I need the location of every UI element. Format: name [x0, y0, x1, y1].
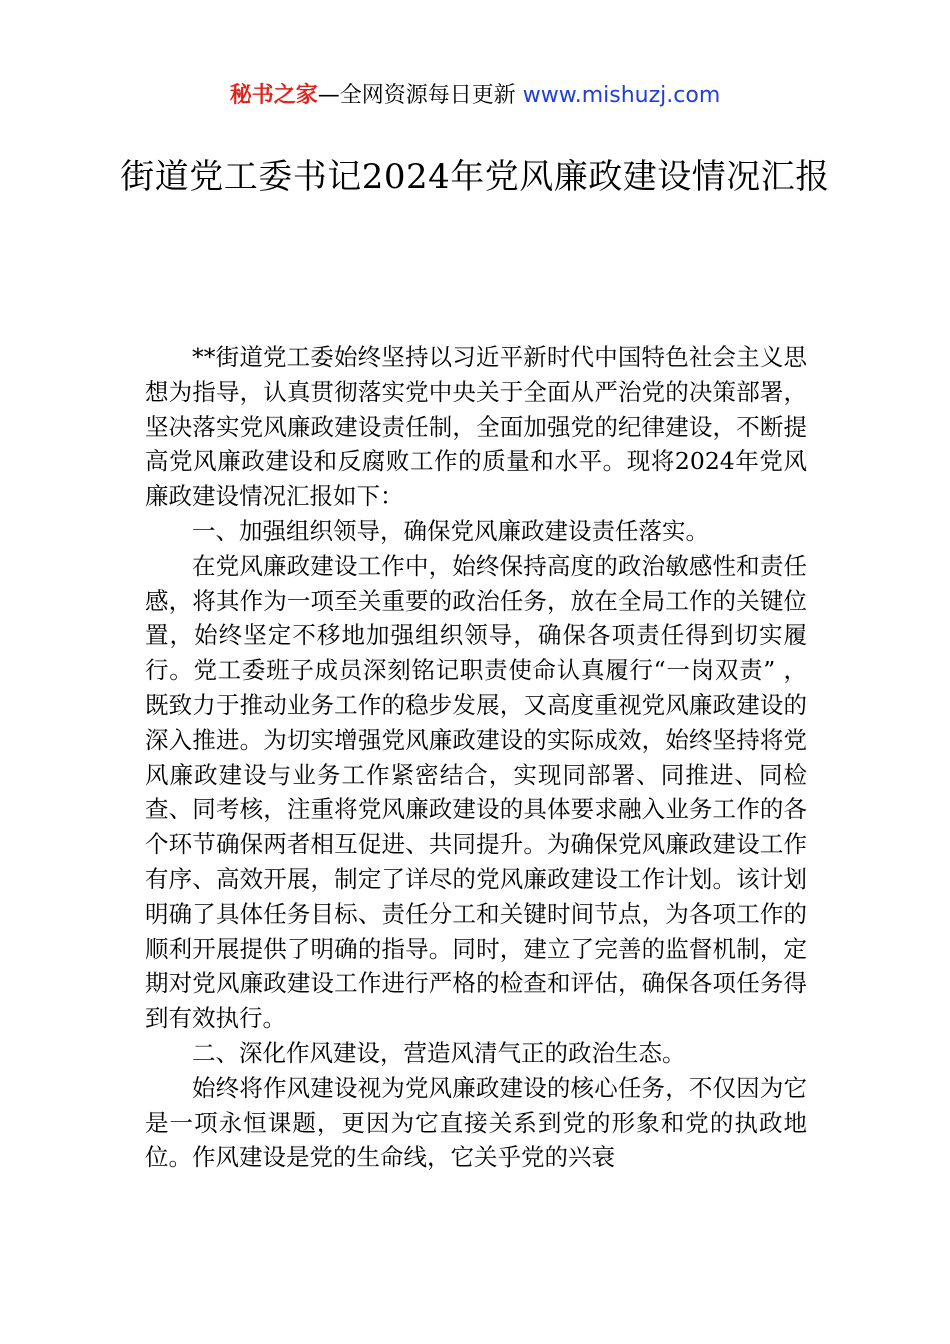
paragraph-section-1: 在党风廉政建设工作中，始终保持高度的政治敏感性和责任感，将其作为一项至关重要的政治任务，放在全局工作的关键位置，始终坚定不移地加强组织领导，确保各项责任得到切实履行。党工委班子成员深刻铭记职责使命认真履行“一岗双责” ，既致力于推动业务工作的稳步发展，又高度重视党风廉政建设的深入推进。为切实增强党风廉政建设的实际成效，始终坚持将党风廉政建设与业务工作紧密结合，实现同部署、同推进、同检查、同考核，注重将党风廉政建设的具体要求融入业务工作的各个环节确保两者相互促进、共同提升。为确保党风廉政建设工作有序、高效开展，制定了详尽的党风廉政建设工作计划。该计划明确了具体任务目标、责任分工和关键时间节点，为各项工作的顺利开展提供了明确的指导。同时，建立了完善的监督机制，定期对党风廉政建设工作进行严格的检查和评估，确保各项任务得到有效执行。 [145, 551, 807, 1033]
document-title: 街道党工委书记2024年党风廉政建设情况汇报 [120, 157, 830, 197]
document-body [145, 340, 807, 1175]
paragraph-section-2: 始终将作风建设视为党风廉政建设的核心任务，不仅因为它是一项永恒课题，更因为它直接关系到党的形象和党的执政地位。作风建设是党的生命线，它关乎党的兴衰 [145, 1073, 807, 1172]
section-heading-1: 一、加强组织领导，确保党风廉政建设责任落实。 [192, 516, 709, 545]
site-header [0, 80, 950, 112]
section-heading-2: 二、深化作风建设，营造风清气正的政治生态。 [192, 1038, 686, 1067]
site-url-link[interactable]: www.mishuzj.com [522, 83, 721, 108]
paragraph-intro: **街道党工委始终坚持以习近平新时代中国特色社会主义思想为指导，认真贯彻落实党中央关于全面从严治党的决策部署，坚决落实党风廉政建设责任制，全面加强党的纪律建设，不断提高党风廉政建设和反腐败工作的质量和水平。现将2024年党风廉政建设情况汇报如下： [145, 343, 807, 511]
site-brand: 秘书之家 [229, 83, 318, 108]
site-tagline: —全网资源每日更新 [317, 83, 523, 108]
